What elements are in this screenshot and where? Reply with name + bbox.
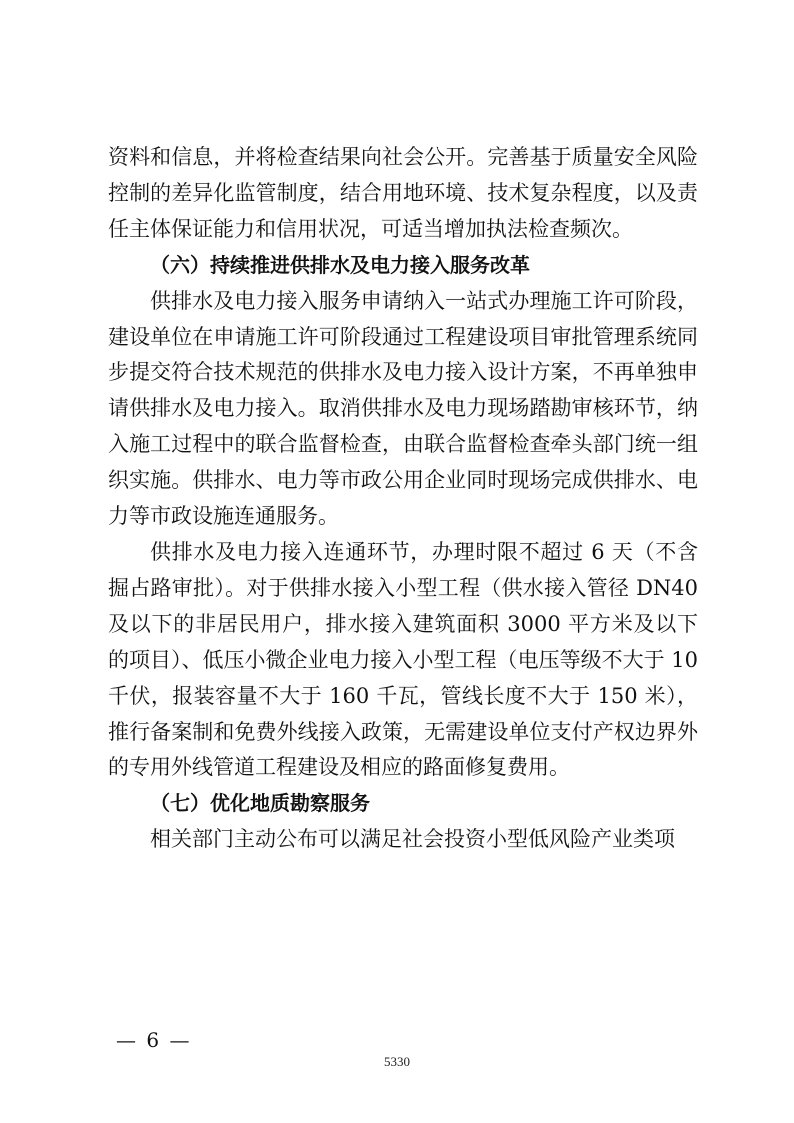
document-code: 5330 (384, 1054, 410, 1069)
paragraph-geological-survey: 相关部门主动公布可以满足社会投资小型低风险产业类项 (150, 827, 675, 852)
section-heading-7: （七）优化地质勘察服务 (150, 791, 370, 816)
section-heading-6: （六）持续推进供排水及电力接入服务改革 (150, 252, 530, 277)
paragraph-continued: 资料和信息，并将检查结果向社会公开。完善基于质量安全风险控制的差异化监管制度，结合用地环境、技术复杂程度，以及责任主体保证能力和信用状况，可适当增加执法检查频次。 (108, 145, 698, 241)
document-body (108, 140, 698, 858)
paragraph-water-power-application: 供排水及电力接入服务申请纳入一站式办理施工许可阶段，建设单位在申请施工许可阶段通过工程建设项目审批管理系统同步提交符合技术规范的供排水及电力接入设计方案，不再单独申请供排水及电力接入。取消供排水及电力现场踏勘审核环节，纳入施工过程中的联合监督检查，由联合监督检查牵头部门统一组织实施。供排水、电力等市政公用企业同时现场完成供排水、电力等市政设施连通服务。 (108, 288, 698, 529)
page-number: — 6 — (116, 1028, 192, 1052)
paragraph-water-power-connection: 供排水及电力接入连通环节，办理时限不超过 6 天（不含掘占路审批）。对于供排水接入小型工程（供水接入管径 DN40 及以下的非居民用户，排水接入建筑面积 3000 平方米及以下的项目）、低压小微企业电力接入小型工程（电压等级不大于 10 千伏，报装容量不大于 160 千瓦，管线长度不大于 150 米），推行备案制和免费外线接入政策，无需建设单位支付产权边界外的专用外线管道工程建设及相应的路面修复费用。 (108, 539, 698, 780)
